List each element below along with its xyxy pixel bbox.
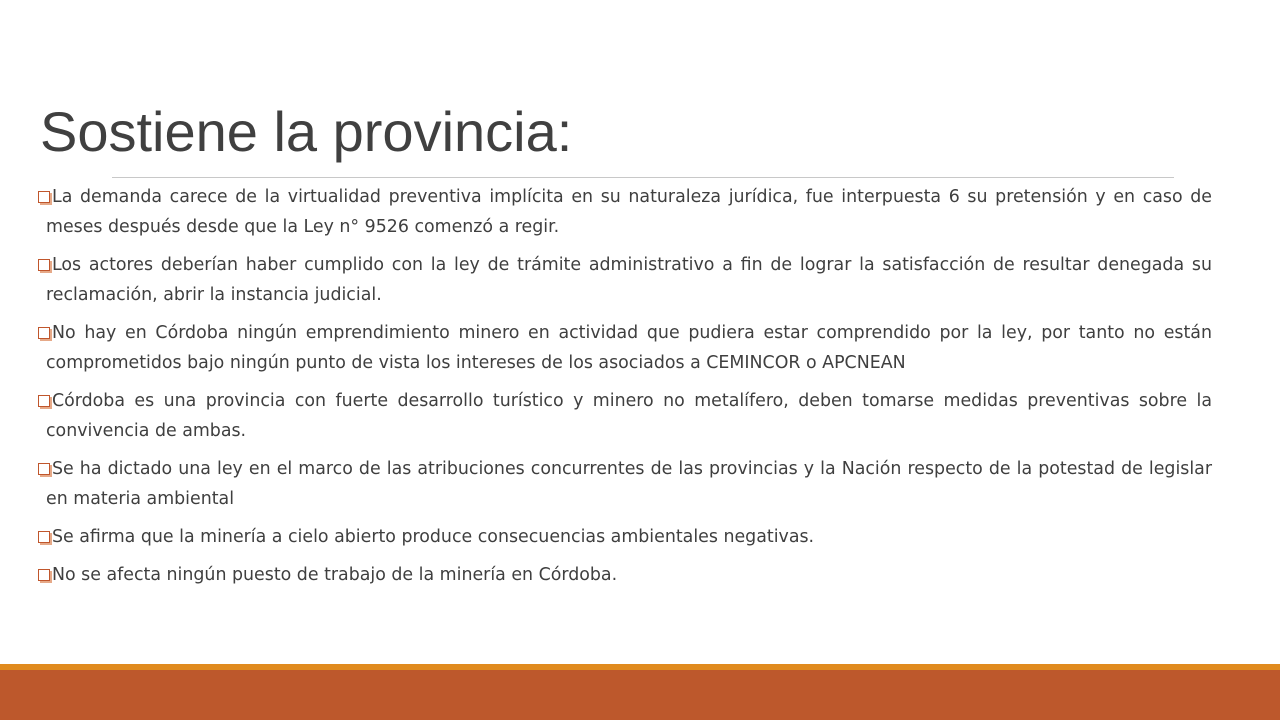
hollow-square-bullet-icon xyxy=(38,191,50,203)
slide-title: Sostiene la provincia: xyxy=(40,100,573,163)
hollow-square-bullet-icon xyxy=(38,531,50,543)
hollow-square-bullet-icon xyxy=(38,259,50,271)
footer-accent-bar xyxy=(0,670,1280,720)
bullet-item xyxy=(38,318,1212,378)
bullet-text: La demanda carece de la virtualidad preventiva implícita en su naturaleza jurídica, fue interpuesta 6 su pretensión y en caso de meses después desde que la Ley n° 9526 comenzó a regir. xyxy=(46,187,1212,237)
title-divider xyxy=(112,177,1174,178)
bullet-item xyxy=(38,386,1212,446)
bullet-text: Los actores deberían haber cumplido con la ley de trámite administrativo a fin de lograr la satisfacción de resultar denegada su reclamación, abrir la instancia judicial. xyxy=(46,255,1212,305)
hollow-square-bullet-icon xyxy=(38,569,50,581)
bullet-text: No se afecta ningún puesto de trabajo de la minería en Córdoba. xyxy=(52,565,618,585)
hollow-square-bullet-icon xyxy=(38,327,50,339)
hollow-square-bullet-icon xyxy=(38,395,50,407)
bullet-item xyxy=(38,560,1212,590)
bullet-item xyxy=(38,522,1212,552)
hollow-square-bullet-icon xyxy=(38,463,50,475)
bullet-item xyxy=(38,182,1212,242)
bullet-text: Se afirma que la minería a cielo abierto produce consecuencias ambientales negativas. xyxy=(52,527,815,547)
bullet-text: No hay en Córdoba ningún emprendimiento minero en actividad que pudiera estar comprendido por la ley, por tanto no están comprometidos bajo ningún punto de vista los intereses de los asociados a CEMINCOR o APCNEAN xyxy=(46,323,1212,373)
bullet-text: Se ha dictado una ley en el marco de las atribuciones concurrentes de las provincias y la Nación respecto de la potestad de legislar en materia ambiental xyxy=(46,459,1212,509)
bullet-list xyxy=(38,182,1212,598)
bullet-text: Córdoba es una provincia con fuerte desarrollo turístico y minero no metalífero, deben tomarse medidas preventivas sobre la convivencia de ambas. xyxy=(46,391,1212,441)
bullet-item xyxy=(38,454,1212,514)
bullet-item xyxy=(38,250,1212,310)
